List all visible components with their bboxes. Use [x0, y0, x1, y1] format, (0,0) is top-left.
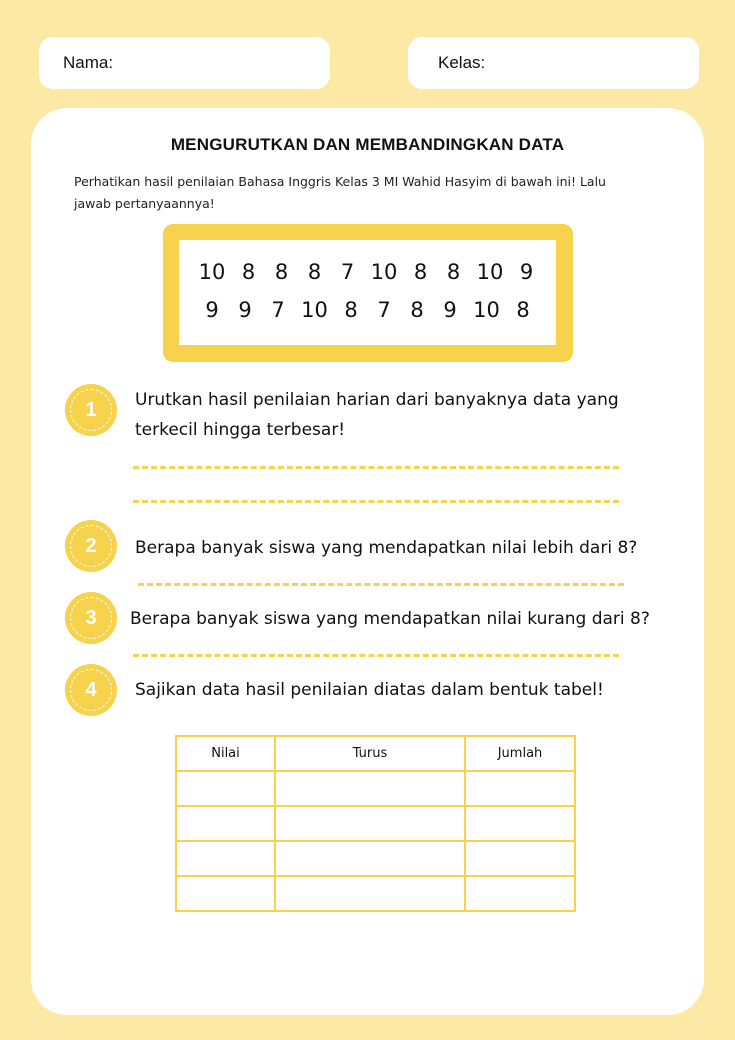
- name-field[interactable]: [39, 37, 330, 89]
- question-4-badge: [65, 664, 117, 716]
- question-1-text: Urutkan hasil penilaian harian dari banyaknya data yang terkecil hingga terbesar!: [135, 390, 619, 440]
- table-cell[interactable]: [176, 876, 275, 911]
- data-value: 7: [340, 260, 355, 284]
- data-box: [179, 240, 556, 345]
- data-value: 9: [519, 260, 534, 284]
- data-value: 8: [344, 298, 358, 322]
- data-value: 8: [516, 298, 530, 322]
- worksheet-card: [31, 108, 704, 1015]
- data-value: 9: [443, 298, 457, 322]
- class-field[interactable]: [408, 37, 699, 89]
- data-value: 8: [410, 298, 424, 322]
- header-turus: Turus: [275, 736, 465, 771]
- data-value: 8: [241, 260, 256, 284]
- data-value: 10: [473, 298, 500, 322]
- question-4-number: 4: [70, 669, 112, 711]
- data-value: 8: [413, 260, 428, 284]
- data-row-2: [179, 298, 556, 322]
- table-cell[interactable]: [176, 841, 275, 876]
- table-cell[interactable]: [176, 771, 275, 806]
- name-label: Nama:: [63, 53, 114, 72]
- class-label: Kelas:: [438, 53, 486, 72]
- table-row: [176, 771, 575, 806]
- data-value: 8: [446, 260, 461, 284]
- answer-line-1b[interactable]: [133, 500, 619, 503]
- data-value: 10: [476, 260, 504, 284]
- table-cell[interactable]: [465, 841, 575, 876]
- table-cell[interactable]: [176, 806, 275, 841]
- data-frame: [163, 224, 573, 362]
- table-row: [176, 876, 575, 911]
- table-cell[interactable]: [465, 876, 575, 911]
- data-value: 10: [301, 298, 328, 322]
- worksheet-title: MENGURUTKAN DAN MEMBANDINGKAN DATA: [170, 135, 565, 154]
- data-value: 7: [377, 298, 391, 322]
- table-cell[interactable]: [465, 771, 575, 806]
- intro-text: Perhatikan hasil penilaian Bahasa Inggris Kelas 3 MI Wahid Hasyim di bawah ini! Lalu jawab pertanyaannya!: [74, 174, 606, 211]
- answer-line-2[interactable]: [138, 583, 624, 586]
- question-1-number: 1: [70, 389, 112, 431]
- data-value: 10: [370, 260, 398, 284]
- question-3-badge: [65, 592, 117, 644]
- table-cell[interactable]: [465, 806, 575, 841]
- data-value: 8: [307, 260, 322, 284]
- table-cell[interactable]: [275, 876, 465, 911]
- header-nilai: Nilai: [176, 736, 275, 771]
- table-cell[interactable]: [275, 841, 465, 876]
- question-3-text: Berapa banyak siswa yang mendapatkan nilai kurang dari 8?: [130, 609, 650, 629]
- table-row: [176, 841, 575, 876]
- data-row-1: [179, 260, 556, 284]
- data-value: 7: [271, 298, 285, 322]
- header-jumlah: Jumlah: [465, 736, 575, 771]
- question-1-badge: [65, 384, 117, 436]
- table-cell[interactable]: [275, 806, 465, 841]
- data-value: 10: [198, 260, 226, 284]
- answer-line-3[interactable]: [133, 654, 619, 657]
- answer-line-1a[interactable]: [133, 466, 619, 469]
- question-4-text: Sajikan data hasil penilaian diatas dalam bentuk tabel!: [135, 680, 604, 700]
- data-value: 9: [205, 298, 219, 322]
- data-value: 9: [238, 298, 252, 322]
- question-2-text: Berapa banyak siswa yang mendapatkan nilai lebih dari 8?: [135, 538, 638, 558]
- tally-table: [175, 735, 576, 912]
- question-3-number: 3: [70, 597, 112, 639]
- question-2-badge: [65, 520, 117, 572]
- question-2-number: 2: [70, 525, 112, 567]
- data-value: 8: [274, 260, 289, 284]
- table-row: [176, 806, 575, 841]
- table-header-row: [176, 736, 575, 771]
- table-cell[interactable]: [275, 771, 465, 806]
